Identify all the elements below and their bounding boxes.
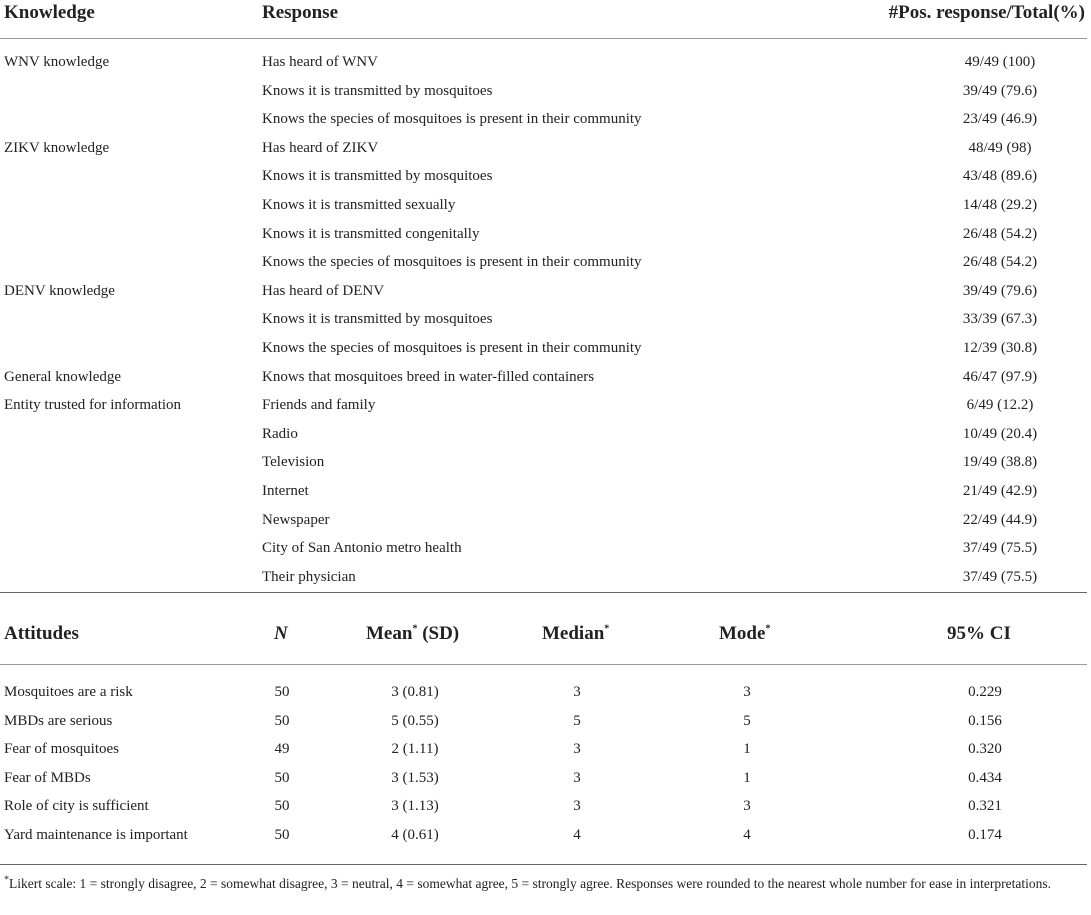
header-mode-star: * — [765, 623, 771, 635]
mean-sd-cell: 4 (0.61) — [391, 827, 439, 843]
median-cell: 3 — [573, 684, 581, 700]
table-row — [0, 770, 1091, 798]
table-row — [0, 140, 1091, 168]
table-row — [0, 741, 1091, 769]
mode-cell: 3 — [743, 798, 751, 815]
table-row — [0, 827, 1091, 855]
n-cell: 50 — [274, 827, 290, 843]
footnote-star: * — [4, 874, 9, 886]
table-row — [0, 483, 1091, 511]
attitude-cell: Role of city is sufficient — [4, 798, 149, 815]
pos-total-cell: 23/49 (46.9) — [962, 111, 1038, 128]
table-row — [0, 83, 1091, 111]
header-mean-star: * — [412, 623, 418, 635]
median-cell: 5 — [573, 712, 581, 729]
header-knowledge: Knowledge — [4, 2, 95, 23]
table-row — [0, 713, 1091, 741]
response-cell: Television — [262, 454, 325, 471]
footnote-text: Likert scale: 1 = strongly disagree, 2 = somewhat disagree, 3 = neutral, 4 = somewhat agree, 5 = strongly agree. Responses were rounded to the nearest whole number for ease in interpretations. — [9, 876, 1051, 891]
category-cell: DENV knowledge — [4, 282, 115, 299]
response-cell: Knows the species of mosquitoes is present in their community — [262, 111, 642, 128]
mean-sd-cell: 3 (1.13) — [391, 798, 439, 815]
ci-cell: 0.434 — [968, 769, 1002, 786]
table-row — [0, 454, 1091, 482]
mean-sd-cell: 3 (0.81) — [391, 684, 439, 700]
header-attitudes: Attitudes — [4, 623, 79, 644]
response-cell: Has heard of ZIKV — [262, 139, 379, 156]
table-row — [0, 168, 1091, 196]
n-cell: 50 — [274, 769, 290, 786]
response-cell: Knows that mosquitoes breed in water-filled containers — [262, 368, 595, 385]
median-cell: 3 — [573, 741, 581, 758]
mode-cell: 5 — [743, 712, 751, 729]
attitudes-header-rule — [0, 664, 1087, 665]
pos-total-cell: 37/49 (75.5) — [962, 540, 1038, 557]
header-rule — [0, 38, 1087, 39]
pos-total-cell: 49/49 (100) — [964, 54, 1036, 70]
response-cell: Knows it is transmitted by mosquitoes — [262, 82, 493, 99]
category-cell: ZIKV knowledge — [4, 139, 110, 156]
header-ci: 95% CI — [947, 623, 1011, 644]
table-row — [0, 397, 1091, 425]
median-cell: 3 — [573, 769, 581, 786]
n-cell: 50 — [274, 798, 290, 815]
pos-total-cell: 10/49 (20.4) — [962, 425, 1038, 442]
table-row — [0, 340, 1091, 368]
pos-total-cell: 12/39 (30.8) — [962, 340, 1038, 356]
header-median-star: * — [604, 623, 610, 635]
pos-total-cell: 14/48 (29.2) — [962, 197, 1038, 213]
pos-total-cell: 39/49 (79.6) — [962, 82, 1038, 99]
mean-sd-cell: 5 (0.55) — [391, 712, 439, 729]
response-cell: Friends and family — [262, 397, 376, 414]
response-cell: Newspaper — [262, 511, 330, 528]
mode-cell: 1 — [743, 741, 751, 758]
header-mode — [719, 623, 770, 645]
table-row — [0, 540, 1091, 568]
pos-total-cell: 46/47 (97.9) — [962, 368, 1038, 385]
response-cell: Radio — [262, 425, 298, 442]
table-row — [0, 283, 1091, 311]
mean-sd-cell: 2 (1.11) — [391, 741, 439, 758]
response-cell: Knows it is transmitted by mosquitoes — [262, 168, 493, 185]
mode-cell: 1 — [743, 769, 751, 786]
knowledge-table-bottom-rule — [0, 592, 1087, 593]
category-cell: General knowledge — [4, 368, 122, 385]
mode-cell: 3 — [743, 684, 751, 700]
pos-total-cell: 6/49 (12.2) — [966, 397, 1034, 414]
ci-cell: 0.229 — [968, 684, 1002, 700]
table-row — [0, 111, 1091, 139]
ci-cell: 0.174 — [968, 827, 1002, 843]
pos-total-cell: 43/48 (89.6) — [962, 168, 1038, 185]
pos-total-cell: 21/49 (42.9) — [962, 483, 1038, 499]
table-row — [0, 684, 1091, 712]
response-cell: Knows it is transmitted by mosquitoes — [262, 311, 493, 328]
pos-total-cell: 48/49 (98) — [968, 139, 1032, 156]
table-row — [0, 197, 1091, 225]
table-row — [0, 311, 1091, 339]
attitude-cell: Fear of MBDs — [4, 769, 91, 786]
response-cell: Knows the species of mosquitoes is present in their community — [262, 254, 642, 271]
n-cell: 50 — [274, 684, 290, 700]
n-cell: 50 — [274, 712, 290, 729]
attitude-cell: Fear of mosquitoes — [4, 741, 119, 758]
pos-total-cell: 39/49 (79.6) — [962, 282, 1038, 299]
table-row — [0, 226, 1091, 254]
pos-total-cell: 22/49 (44.9) — [962, 511, 1038, 528]
pos-total-cell: 37/49 (75.5) — [962, 568, 1038, 585]
table-row — [0, 369, 1091, 397]
response-cell: Their physician — [262, 568, 356, 585]
response-cell: Has heard of WNV — [262, 54, 378, 70]
pos-total-cell: 26/48 (54.2) — [962, 254, 1038, 271]
pos-total-cell: 33/39 (67.3) — [962, 311, 1038, 328]
footnote — [4, 874, 1079, 893]
header-mean-sd — [366, 623, 459, 645]
response-cell: Knows the species of mosquitoes is present in their community — [262, 340, 642, 356]
response-cell: Internet — [262, 483, 309, 499]
header-sd-label: (SD) — [422, 623, 460, 644]
header-mode-label: Mode — [719, 623, 766, 644]
table-row — [0, 254, 1091, 282]
table-row — [0, 512, 1091, 540]
header-median-label: Median — [542, 623, 605, 644]
n-cell: 49 — [274, 741, 290, 758]
attitude-cell: Mosquitoes are a risk — [4, 684, 133, 700]
ci-cell: 0.320 — [968, 741, 1002, 758]
table-row — [0, 54, 1091, 82]
response-cell: Has heard of DENV — [262, 282, 385, 299]
category-cell: WNV knowledge — [4, 54, 110, 70]
header-median — [542, 623, 609, 645]
ci-cell: 0.156 — [968, 712, 1002, 729]
attitude-cell: MBDs are serious — [4, 712, 113, 729]
header-n: N — [274, 623, 288, 644]
header-mean-label: Mean — [366, 623, 413, 644]
attitudes-table-bottom-rule — [0, 864, 1087, 865]
response-cell: Knows it is transmitted congenitally — [262, 225, 480, 242]
pos-total-cell: 26/48 (54.2) — [962, 225, 1038, 242]
response-cell: City of San Antonio metro health — [262, 540, 462, 557]
table-row — [0, 798, 1091, 826]
pos-total-cell: 19/49 (38.8) — [962, 454, 1038, 471]
header-response: Response — [262, 2, 339, 23]
mode-cell: 4 — [743, 827, 751, 843]
ci-cell: 0.321 — [968, 798, 1002, 815]
table-row — [0, 426, 1091, 454]
attitude-cell: Yard maintenance is important — [4, 827, 188, 843]
category-cell: Entity trusted for information — [4, 397, 182, 414]
median-cell: 3 — [573, 798, 581, 815]
median-cell: 4 — [573, 827, 581, 843]
header-pos-total: #Pos. response/Total(%) — [888, 2, 1085, 23]
response-cell: Knows it is transmitted sexually — [262, 197, 456, 213]
mean-sd-cell: 3 (1.53) — [391, 769, 439, 786]
